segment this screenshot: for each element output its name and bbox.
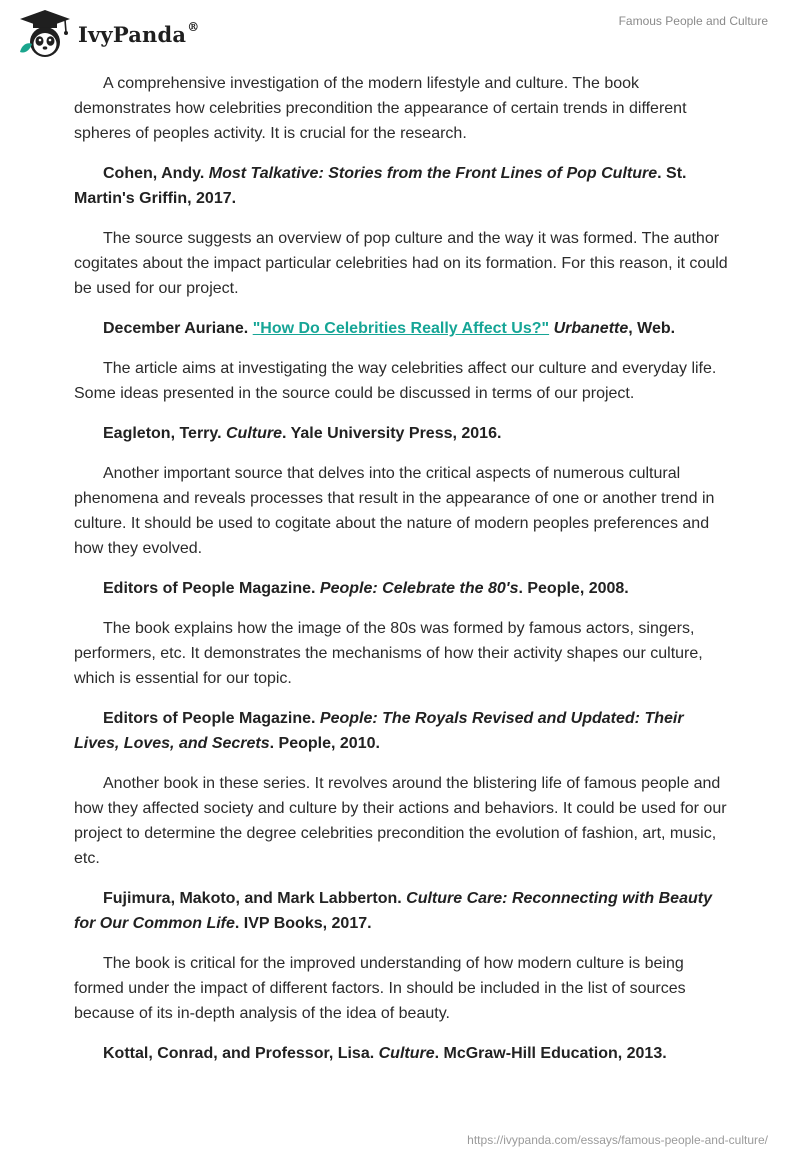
entry-reference: Cohen, Andy. Most Talkative: Stories from the Front Lines of Pop Culture. St. Martin's Griffin, 2017. bbox=[74, 165, 687, 207]
source-link[interactable]: "How Do Celebrities Really Affect Us?" bbox=[252, 320, 550, 337]
entry-reference: December Auriane. "How Do Celebrities Really Affect Us?" Urbanette, Web. bbox=[103, 320, 676, 337]
bibliography-entry bbox=[74, 316, 730, 406]
page-header bbox=[0, 0, 800, 70]
entry-description: A comprehensive investigation of the modern lifestyle and culture. The book demonstrates how celebrities precondition the appearance of certain trends in different spheres of peoples activity. It is crucial for the research. bbox=[74, 75, 687, 142]
bibliography-entry bbox=[74, 576, 730, 691]
entry-reference: Kottal, Conrad, and Professor, Lisa. Culture. McGraw-Hill Education, 2013. bbox=[103, 1045, 667, 1062]
bibliography-entry bbox=[74, 71, 730, 146]
document-title: Famous People and Culture bbox=[618, 14, 768, 28]
bibliography-content bbox=[74, 71, 730, 1081]
source-url: https://ivypanda.com/essays/famous-people-and-culture/ bbox=[467, 1133, 768, 1147]
entry-description: Another book in these series. It revolves around the blistering life of famous people and how they affected society and culture by their actions and behaviors. It could be used for our project to determine the degree celebrities precondition the evolution of fashion, art, music, etc. bbox=[74, 775, 727, 867]
entry-description: Another important source that delves into the critical aspects of numerous cultural phenomena and reveals processes that result in the appearance of one or another trend in culture. It should be used to cogitate about the nature of modern peoples preferences and how they evolved. bbox=[74, 465, 715, 557]
panda-graduate-icon bbox=[16, 8, 74, 58]
entry-description: The article aims at investigating the way celebrities affect our culture and everyday life. Some ideas presented in the source could be discussed in terms of our project. bbox=[74, 360, 717, 402]
bibliography-entry bbox=[74, 161, 730, 301]
entry-description: The book explains how the image of the 80s was formed by famous actors, singers, performers, etc. It demonstrates the mechanisms of how their activity shapes our culture, which is essential for our topic. bbox=[74, 620, 703, 687]
entry-reference: Editors of People Magazine. People: Celebrate the 80's. People, 2008. bbox=[103, 580, 629, 597]
ivypanda-logo[interactable] bbox=[16, 8, 199, 58]
bibliography-entry bbox=[74, 421, 730, 561]
bibliography-entry bbox=[74, 1041, 730, 1066]
bibliography-entry bbox=[74, 886, 730, 1026]
entry-reference: Editors of People Magazine. People: The Royals Revised and Updated: Their Lives, Loves, and Secrets. People, 2010. bbox=[74, 710, 684, 752]
entry-reference: Fujimura, Makoto, and Mark Labberton. Culture Care: Reconnecting with Beauty for Our Common Life. IVP Books, 2017. bbox=[74, 890, 712, 932]
brand-name: IvyPanda® bbox=[78, 19, 200, 47]
entry-description: The source suggests an overview of pop culture and the way it was formed. The author cogitates about the impact particular celebrities had on its formation. For this reason, it could be used for our project. bbox=[74, 230, 728, 297]
entry-description: The book is critical for the improved understanding of how modern culture is being formed under the impact of different factors. In should be included in the list of sources because of its in-depth analysis of the idea of beauty. bbox=[74, 955, 686, 1022]
entry-reference: Eagleton, Terry. Culture. Yale University Press, 2016. bbox=[103, 425, 502, 442]
bibliography-entry bbox=[74, 706, 730, 871]
